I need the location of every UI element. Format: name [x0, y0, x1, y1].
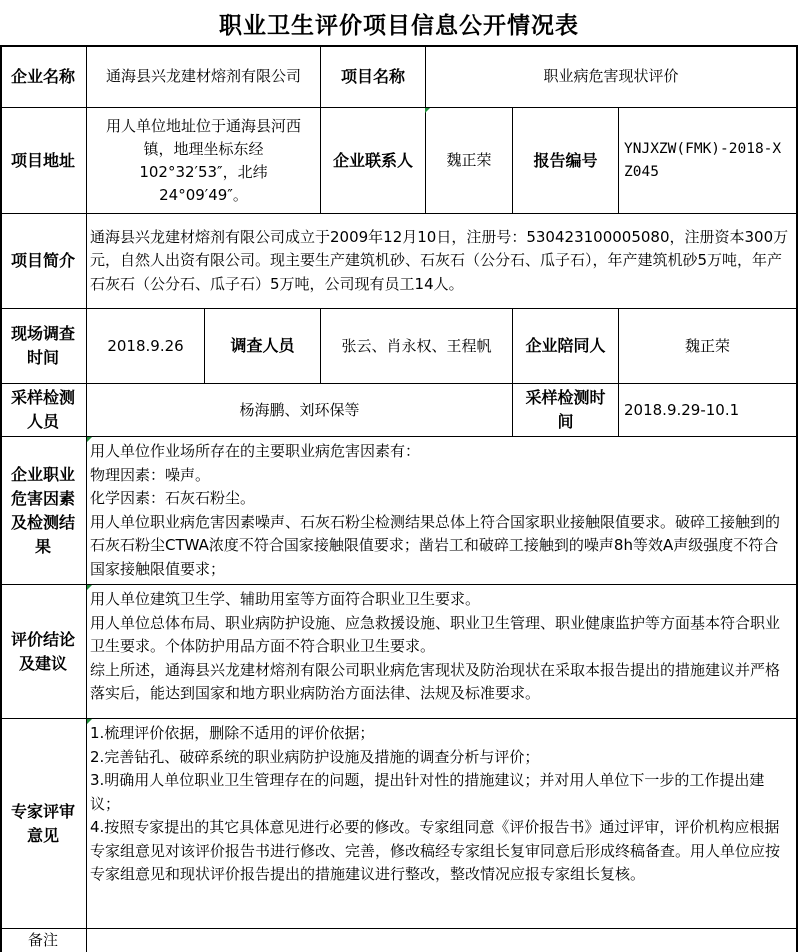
company-contact-label: 企业联系人	[332, 150, 413, 170]
expert-review-value: 1.梳理评价依据，删除不适用的评价依据； 2.完善钻孔、破碎系统的职业病防护设施及措施的调查分析与评价； 3.明确用人单位职业卫生管理存在的问题，提出针对性的措施建议；并对用人单位下一步的工作提出建议； 4.按照专家提出的其它具体意见进行必要的修改。专家组同意《评价报告书》通过评审，评价机构应根据专家组意见对该评价报告书进行修改、完善，修改稿经专家组长复审同意后形成终稿备查。用人单位应按专家组意见和现状评价报告提出的措施建议进行整改，整改情况应报专家组长复核。	[90, 724, 781, 883]
evaluation-conclusion-label: 评价结论及建议	[10, 629, 75, 673]
company-escort-label: 企业陪同人	[525, 336, 606, 355]
project-address-value: 用人单位地址位于通海县河西镇，地理坐标东经102°32′53″，北纬24°09′49″。	[105, 116, 301, 204]
project-address-label: 项目地址	[10, 150, 75, 170]
project-intro-label: 项目简介	[10, 251, 75, 270]
sampling-time-value: 2018.9.29-10.1	[624, 400, 740, 419]
sampling-time-label: 采样检测时间	[525, 388, 606, 431]
remarks-label: 备注	[27, 931, 58, 949]
company-escort-value: 魏正荣	[684, 336, 730, 355]
company-name-value: 通海县兴龙建材熔剂有限公司	[105, 67, 301, 85]
company-contact-value: 魏正荣	[446, 151, 492, 169]
hazard-results-label: 企业职业危害因素及检测结果	[10, 464, 75, 556]
hazard-results-value: 用人单位作业场所存在的主要职业病危害因素有： 物理因素：噪声。 化学因素：石灰石粉尘。 用人单位职业病危害因素噪声、石灰石粉尘检测结果总体上符合国家职业接触限值要求。破碎工接触到的石灰石粉尘CTWA浓度不符合国家接触限值要求；凿岩工和破碎工接触到的噪声8h等效A声级强度不符合国家接触限值要求；	[90, 442, 781, 578]
page-title: 职业卫生评价项目信息公开情况表	[219, 12, 579, 39]
company-name-label: 企业名称	[10, 66, 75, 86]
survey-time-value: 2018.9.26	[107, 336, 184, 355]
expert-review-label: 专家评审意见	[10, 801, 75, 845]
remarks-value	[87, 929, 796, 952]
sampling-staff-label: 采样检测人员	[10, 388, 75, 431]
project-name-label: 项目名称	[340, 66, 405, 86]
report-number-label: 报告编号	[533, 150, 598, 170]
survey-time-label: 现场调查时间	[10, 324, 75, 367]
project-name-value: 职业病危害现状评价	[543, 67, 679, 85]
surveyors-label: 调查人员	[230, 336, 295, 355]
evaluation-conclusion-value: 用人单位建筑卫生学、辅助用室等方面符合职业卫生要求。 用人单位总体布局、职业病防护设施、应急救援设施、职业卫生管理、职业健康监护等方面基本符合职业卫生要求。个体防护用品方面不符合职业卫生要求。 综上所述，通海县兴龙建材熔剂有限公司职业病危害现状及防治现状在采取本报告提出的措施建议并严格落实后，能达到国家和地方职业病防治方面法律、法规及标准要求。	[90, 590, 781, 702]
project-intro-value: 通海县兴龙建材熔剂有限公司成立于2009年12月10日，注册号：530423100005080，注册资本300万元，自然人出资有限公司。现主要生产建筑机砂、石灰石（公分石、瓜子石），年产建筑机砂5万吨，年产石灰石（公分石、瓜子石）5万吨，公司现有员工14人。	[90, 227, 789, 293]
report-number-value: YNJXZW(FMK)-2018-XZ045	[624, 140, 782, 180]
surveyors-value: 张云、肖永权、王程帆	[341, 336, 492, 355]
sampling-staff-value: 杨海鹏、刘环保等	[239, 400, 360, 419]
